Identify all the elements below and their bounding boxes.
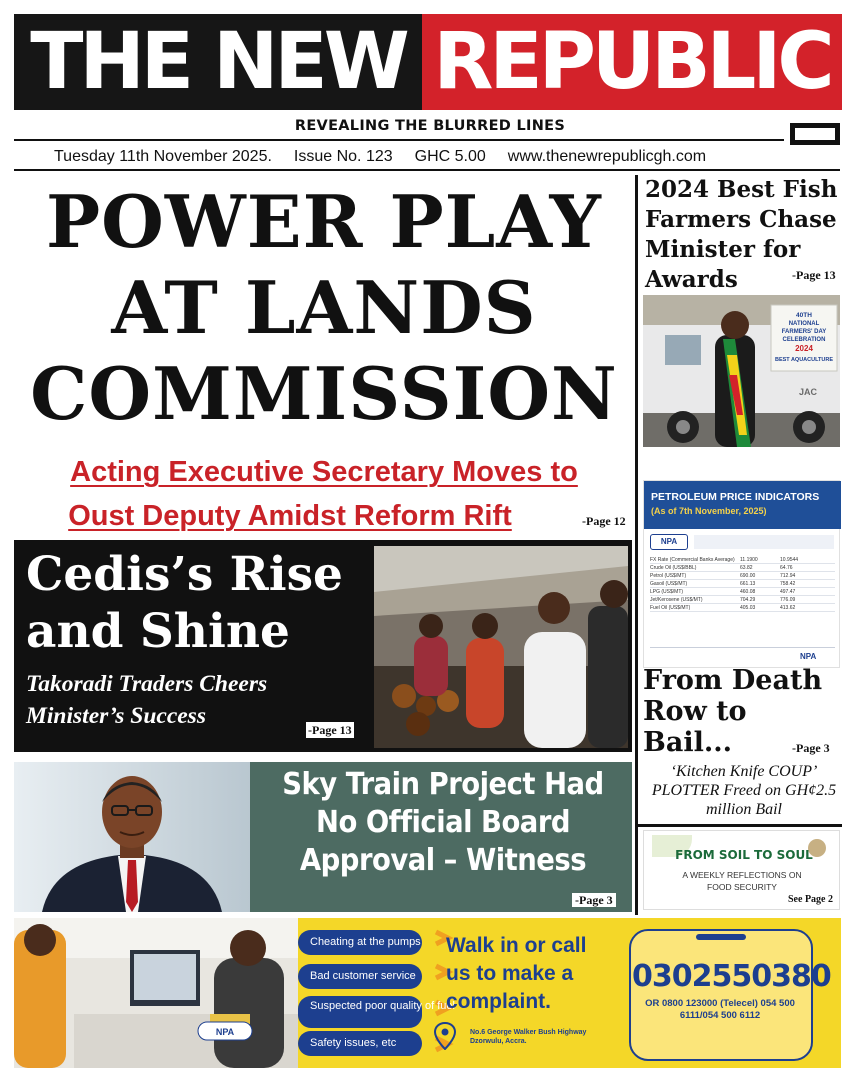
market-photo[interactable] [374,546,628,748]
lead-subhead-line-1[interactable]: Acting Executive Secretary Moves to [70,456,578,488]
banner-line-4: CELEBRATION [782,337,826,343]
masthead-title-left: THE NEW [30,17,406,107]
petroleum-title: PETROLEUM PRICE INDICATORS [651,491,820,503]
fuel-row: LPG (US$/MT) 460.08 497.47 [650,589,835,596]
fish-farmers-headline: 2024 Best Fish Farmers Chase Minister for Awards [645,176,838,293]
lead-headline-line-2: AT LANDS [111,265,537,350]
website: www.thenewrepublicgh.com [507,148,707,165]
sky-train-headline-line-3: Approval – Witness [299,843,587,878]
cedis-headline-line-2: and Shine [26,604,290,659]
ad-alt-numbers: OR 0800 123000 (Telecel) 054 500 6111/054 500 6112 [645,998,795,1021]
lead-subhead-line-2[interactable]: Oust Deputy Amidst Reform Rift [68,500,512,532]
banner-line-2: NATIONAL [788,321,820,327]
location-pin-icon [434,1022,456,1050]
fuel-row: Petrol (US$/MT) 690.00 712.94 [650,573,835,580]
soil-page-ref: See Page 2 [788,894,833,905]
truck-brand: JAC [799,387,818,397]
sky-train-headline-line-1: Sky Train Project Had [282,767,604,802]
rule-top [14,139,784,141]
sky-train-headline-line-2: No Official Board [315,805,570,840]
ad-address: No.6 George Walker Bush Highway Dzorwulu, Accra. [470,1029,587,1045]
lead-headline-line-1: POWER PLAY [46,179,602,264]
phone-illustration [626,928,831,1062]
petroleum-price-panel [643,480,840,668]
banner-line-3: FARMERS' DAY [781,329,827,335]
sky-train-page-ref: -Page 3 [572,893,616,907]
dateline [54,147,774,167]
call-centre-photo [14,918,298,1068]
banner-line-1: 40TH [796,312,812,319]
ad-pill-pumps: Cheating at the pumps [298,930,422,955]
fuel-row: Jet/Kerosene (US$/MT) 704.29 776.09 [650,597,835,604]
corner-ornament-inner [795,128,835,140]
fuel-row: FX Rate (Commercial Banks Average) 11.1900 10.9544 [650,557,835,564]
lead-page-ref: -Page 12 [582,514,626,528]
witness-photo[interactable] [14,762,250,912]
fish-page-ref: -Page 13 [792,268,836,282]
npa-logo: NPA [650,534,688,550]
cedis-subhead-line-2: Minister’s Success [26,703,206,729]
banner-line-5: 2024 [795,344,813,353]
soil-title: FROM SOIL TO SOUL [675,848,813,862]
ad-phone-number[interactable]: 0302550380 [632,959,831,994]
tagline: REVEALING THE BLURRED LINES [294,118,566,134]
ad-photo-logo: NPA [215,1027,235,1037]
ad-pill-safety: Safety issues, etc [298,1031,422,1056]
petroleum-date: (As of 7th November, 2025) [651,506,767,516]
award-truck-photo[interactable] [643,295,840,447]
rule-bottom [14,169,840,171]
death-row-subhead: ‘Kitchen Knife COUP’ PLOTTER Freed on GH¢2.5 million Bail [651,763,837,818]
petroleum-footer-rule [650,647,835,648]
cover-price: GHC 5.00 [414,148,486,165]
fuel-row: Crude Oil (US$/BBL) 63.82 64.76 [650,565,835,572]
fuel-row: Fuel Oil (US$/MT) 405.03 413.62 [650,605,835,612]
sky-train-headline [256,766,630,880]
issue-date: Tuesday 11th November 2025. [54,148,272,165]
petroleum-header [644,481,841,529]
issue-number: Issue No. 123 [293,148,393,165]
petroleum-column-header-band [694,535,834,549]
banner-line-6: BEST AQUACULTURE [774,357,834,363]
fuel-row: Gasoil (US$/MT) 661.13 758.42 [650,581,835,588]
cedis-subhead-line-1: Takoradi Traders Cheers [26,671,268,697]
soil-subtitle: A WEEKLY REFLECTIONS ON FOOD SECURITY [682,870,802,892]
npa-logo-footer: NPA [800,652,817,661]
soil-to-soul-box[interactable] [643,830,840,910]
masthead-title-right: REPUBLIC [433,17,831,107]
column-divider [638,824,842,827]
lead-headline-line-3: COMMISSION [30,351,618,436]
ad-headline: Walk in or call us to make a complaint. [446,934,587,1013]
cedis-headline-line-1: Cedis’s Rise [26,547,343,602]
ad-pill-quality: Suspected poor quality of fuel [298,996,422,1028]
death-row-headline: From Death Row to Bail... [643,665,823,758]
ad-pill-service: Bad customer service [298,964,422,989]
column-rule [635,175,638,915]
cedis-page-ref: -Page 13 [308,723,352,737]
cedis-headline [26,546,386,660]
death-row-page-ref: -Page 3 [792,741,830,755]
